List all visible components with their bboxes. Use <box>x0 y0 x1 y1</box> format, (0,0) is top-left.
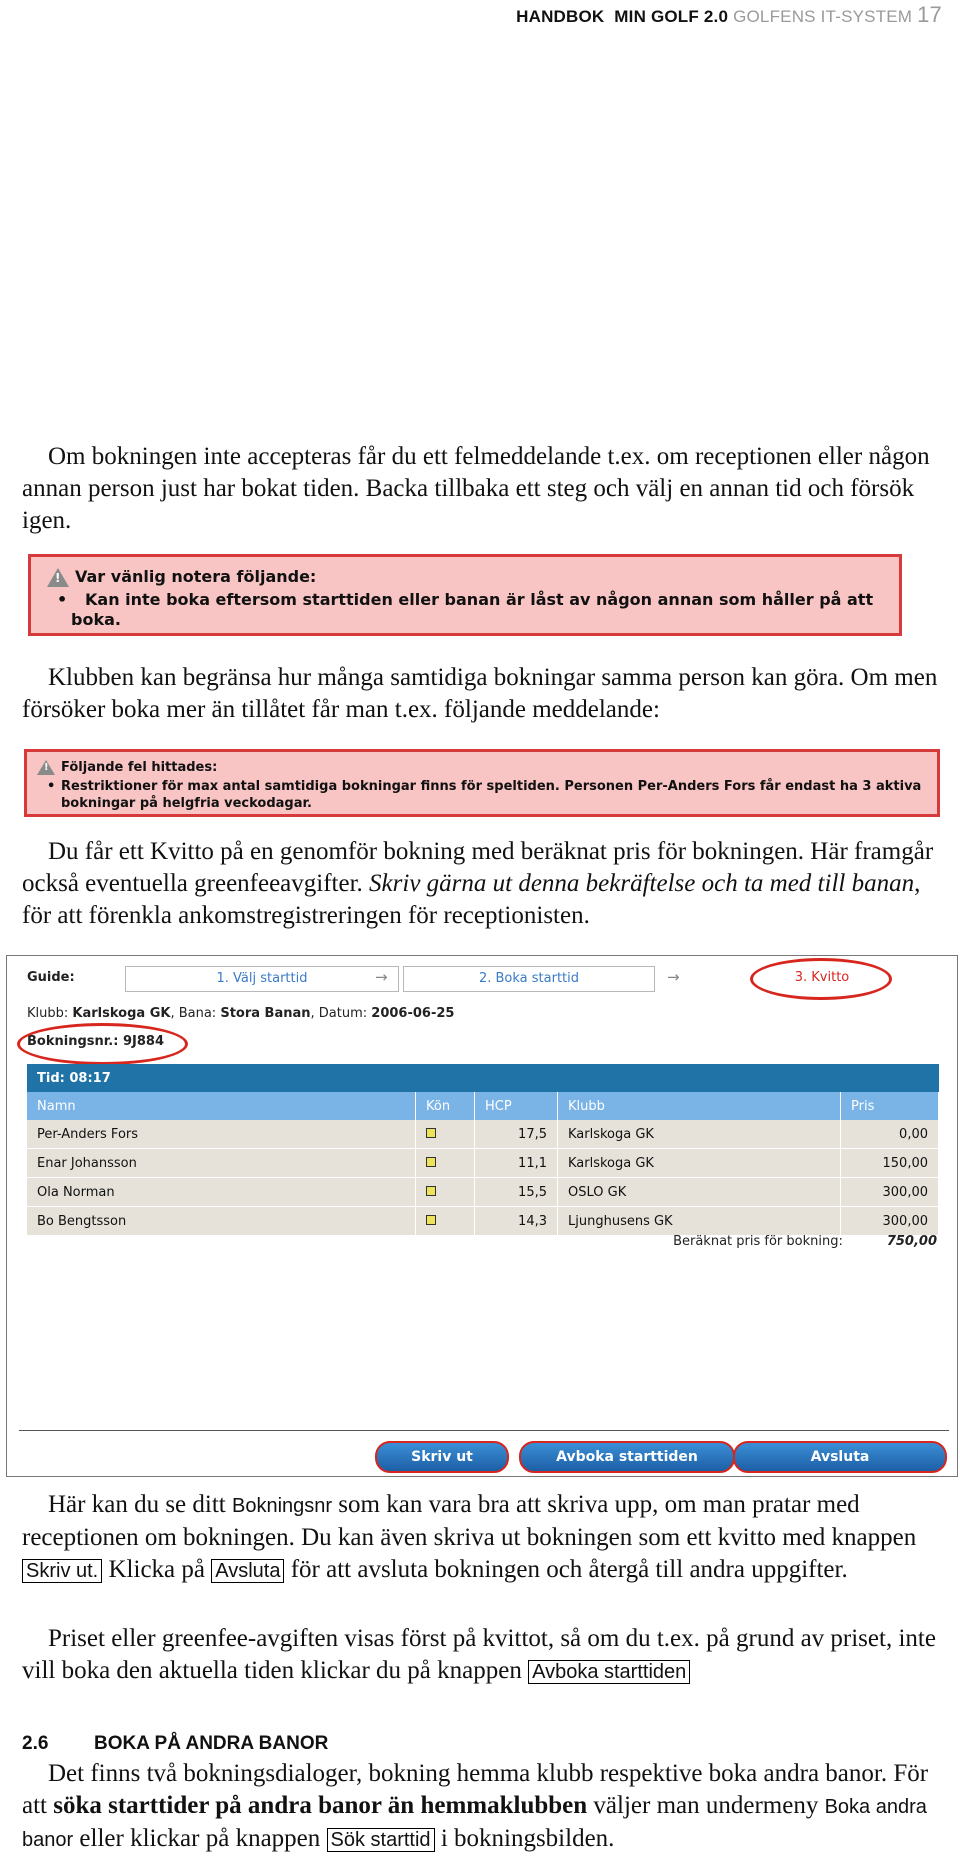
highlight-oval <box>17 1023 188 1065</box>
inline-menu-term: Boka andra banor <box>22 1796 927 1851</box>
cell-club: Karlskoga GK <box>558 1120 841 1149</box>
cell-hcp: 15,5 <box>475 1178 558 1207</box>
total-price <box>673 1234 937 1249</box>
cell-price: 300,00 <box>841 1207 939 1236</box>
inline-print-button: Skriv ut. <box>22 1559 102 1583</box>
paragraph-text: Det finns två bokningsdialoger, bokning hemma klubb respektive boka andra banor. För att <box>22 1760 929 1819</box>
alert-title: Var vänlig notera följande: <box>75 567 317 586</box>
print-button[interactable]: Skriv ut <box>375 1441 509 1473</box>
cell-hcp: 11,1 <box>475 1149 558 1178</box>
inline-search-button: Sök starttid <box>327 1828 435 1852</box>
inline-finish-button: Avsluta <box>211 1559 284 1583</box>
header-subtitle: GOLFENS IT-SYSTEM <box>733 7 913 26</box>
table-header <box>27 1092 939 1120</box>
alert-title-row <box>37 760 217 775</box>
divider <box>19 1430 949 1431</box>
paragraph-text: Du får ett Kvitto på en genomför bokning med beräknat pris för bokningen. Här framgår också eventuella greenfeeavgifter. <box>22 838 934 897</box>
booking-number-value: 9J884 <box>122 1034 165 1049</box>
guide-step-3-current[interactable]: 3. Kvitto <box>794 970 850 985</box>
paragraph-booking-number <box>22 1489 952 1587</box>
table-row <box>27 1120 939 1149</box>
cell-club: Ljunghusens GK <box>558 1207 841 1236</box>
paragraph-price <box>22 1623 952 1688</box>
alert-item-text: Kan inte boka eftersom starttiden eller banan är låst av någon annan som håller på att boka. <box>71 590 874 629</box>
highlight-oval <box>750 958 892 1000</box>
paragraph-italic: Skriv gärna ut denna bekräftelse och ta med till banan <box>369 870 915 897</box>
cell-price: 150,00 <box>841 1149 939 1178</box>
paragraph-text: väljer man undermeny <box>593 1792 819 1819</box>
paragraph-text: Priset eller greenfee-avgiften visas först på kvittot, så om du t.ex. på grund av priset, inte vill boka den aktuella tiden klickar du på knappen <box>22 1625 936 1684</box>
cell-gender <box>416 1120 475 1149</box>
section-title: BOKA PÅ ANDRA BANOR <box>94 1733 329 1754</box>
paragraph-text: som kan vara bra att skriva upp, om man pratar med receptionen om bokningen. Du kan även skriva ut bokningen som ett kvitto med knappen <box>22 1491 917 1551</box>
paragraph-text: Klubben kan begränsa hur många samtidiga bokningar samma person kan göra. Om men försöker boka mer än tillåtet får man t.ex. följande meddelande: <box>22 664 938 723</box>
section-number: 2.6 <box>22 1733 49 1754</box>
finish-button[interactable]: Avsluta <box>733 1441 947 1473</box>
guide-step-1[interactable]: 1. Välj starttid <box>125 966 399 992</box>
cell-gender <box>416 1207 475 1236</box>
course-value: Stora Banan <box>220 1006 311 1021</box>
tee-time-row <box>27 1064 939 1092</box>
booking-table <box>27 1064 939 1236</box>
receipt-screenshot <box>6 955 958 1477</box>
paragraph-limit <box>22 662 952 726</box>
column-header: HCP <box>475 1092 558 1120</box>
booking-number-label: Bokningsnr.: <box>27 1034 119 1049</box>
arrow-right-icon: → <box>667 968 680 986</box>
cell-price: 300,00 <box>841 1178 939 1207</box>
page-header <box>516 2 942 28</box>
error-alert-restriction <box>24 749 940 817</box>
tee-time: Tid: 08:17 <box>27 1064 939 1092</box>
course-label: Bana: <box>178 1006 217 1021</box>
cancel-booking-button[interactable]: Avboka starttiden <box>519 1441 735 1473</box>
cell-club: OSLO GK <box>558 1178 841 1207</box>
gender-square-icon <box>426 1157 436 1167</box>
column-header: Namn <box>27 1092 416 1120</box>
cell-name: Per-Anders Fors <box>27 1120 416 1149</box>
paragraph-text: Klicka på <box>108 1556 205 1583</box>
cell-club: Karlskoga GK <box>558 1149 841 1178</box>
guide-label: Guide: <box>27 970 75 985</box>
alert-item: • Restriktioner för max antal samtidiga bokningar finns för speltiden. Personen Per-Anders Fors får endast ha 3 aktiva bokningar på helgfria veckodagar. <box>47 779 922 811</box>
guide-step-2[interactable]: 2. Boka starttid <box>403 966 655 992</box>
cell-hcp: 17,5 <box>475 1120 558 1149</box>
paragraph-text: för att avsluta bokningen och återgå till andra uppgifter. <box>290 1556 848 1583</box>
paragraph-other-courses <box>22 1758 952 1856</box>
section-heading <box>22 1733 328 1755</box>
cell-price: 0,00 <box>841 1120 939 1149</box>
date-value: 2006-06-25 <box>371 1006 455 1021</box>
column-header: Kön <box>416 1092 475 1120</box>
cell-name: Ola Norman <box>27 1178 416 1207</box>
cell-name: Enar Johansson <box>27 1149 416 1178</box>
gender-square-icon <box>426 1128 436 1138</box>
cell-name: Bo Bengtsson <box>27 1207 416 1236</box>
column-header: Klubb <box>558 1092 841 1120</box>
page-number: 17 <box>917 2 942 27</box>
warning-icon: ! <box>47 568 69 587</box>
paragraph-error-intro <box>22 441 952 537</box>
booking-info: Klubb: Karlskoga GK, Bana: Stora Banan, Datum: 2006-06-25 <box>27 1006 455 1021</box>
inline-cancel-button: Avboka starttiden <box>528 1660 690 1684</box>
arrow-right-icon: → <box>375 968 388 986</box>
error-alert-locked <box>28 554 902 636</box>
club-value: Karlskoga GK <box>72 1006 171 1021</box>
table-row <box>27 1207 939 1236</box>
column-header: Pris <box>841 1092 939 1120</box>
total-value: 750,00 <box>886 1234 937 1249</box>
date-label: Datum: <box>318 1006 368 1021</box>
cell-gender <box>416 1149 475 1178</box>
gender-square-icon <box>426 1186 436 1196</box>
alert-title-row <box>47 567 316 587</box>
alert-item-text: Restriktioner för max antal samtidiga bokningar finns för speltiden. Personen Per-Anders Fors får endast ha 3 aktiva bokningar på helgfria veckodagar. <box>61 779 922 811</box>
cell-hcp: 14,3 <box>475 1207 558 1236</box>
alert-title: Följande fel hittades: <box>61 760 218 775</box>
paragraph-receipt <box>22 836 952 932</box>
header-title: MIN GOLF 2.0 <box>614 7 729 26</box>
cell-gender <box>416 1178 475 1207</box>
table-row <box>27 1178 939 1207</box>
header-book: HANDBOK <box>516 7 605 26</box>
warning-icon: ! <box>37 760 55 775</box>
total-label: Beräknat pris för bokning: <box>673 1234 843 1249</box>
paragraph-text: eller klickar på knappen <box>79 1825 321 1852</box>
gender-square-icon <box>426 1215 436 1225</box>
paragraph-text: i bokningsbilden. <box>440 1825 615 1852</box>
alert-item: • Kan inte boka eftersom starttiden eller banan är låst av någon annan som håller på att boka. <box>57 590 874 629</box>
paragraph-text: Om bokningen inte accepteras får du ett felmeddelande t.ex. om receptionen eller någon annan person just har bokat tiden. Backa tillbaka ett steg och välj en annan tid och försök igen. <box>22 443 930 534</box>
club-label: Klubb: <box>27 1006 69 1021</box>
table-row <box>27 1149 939 1178</box>
inline-term: Bokningsnr <box>231 1495 333 1517</box>
paragraph-text-rest: , för att förenkla ankomstregistreringen för receptionisten. <box>22 870 921 929</box>
paragraph-text: Här kan du se ditt <box>48 1491 226 1518</box>
paragraph-bold: söka starttider på andra banor än hemmaklubben <box>53 1792 588 1819</box>
